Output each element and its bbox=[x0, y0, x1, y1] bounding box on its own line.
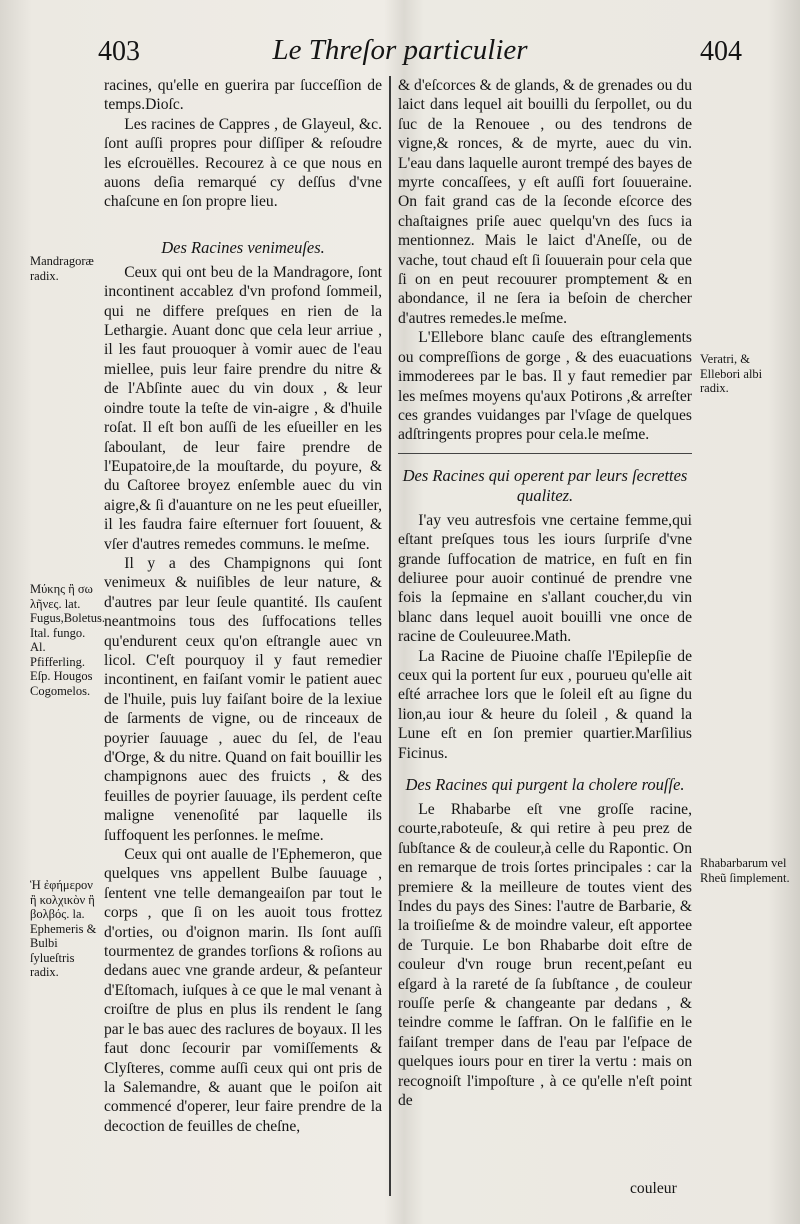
paragraph: racines, qu'elle en guerira par ſucceſſion de temps.Dioſc. bbox=[104, 77, 382, 114]
paragraph: & d'eſcorces & de glands, & de grenades ou du laict dans lequel ait bouilli du ſerpollet, ou du ſuc de la Renouee , ou des tendrons de vigne,& ronces, & de myrte, auec du vin. L'eau dans laquelle auront trempé des bayes de myrte concaſſees, y eſt auſſi fort ſouueraine. On fait grand cas de la ſeconde eſcorce des chaſtaignes priſe auec quelqu'vn des ſucs ia mentionnez. Mais le laict d'Aneſſe, ou de vache, tout chaud eſt ſi ſouuerain pour cela que ſi on en peut recouurer promptement & en abondance, il ne ſera ia beſoin de chercher d'autres remedes.le meſme. bbox=[398, 77, 692, 327]
left-page-number: 403 bbox=[98, 36, 140, 67]
paragraph: Ceux qui ont aualle de l'Ephemeron, que quelques vns appellent Bulbe ſauuage , ſentent vne telle demangeaiſon par tout le corps , que ſi on les auoit tous frottez d'orties, ou d'oignon marin. Ils ſont auſſi tourmentez de grandes torſions & roſions au dedans auec vne grande ardeur, & peſanteur d'Eſtomach, iuſques à ce que le mal venant à croiſtre de plus en plus ils rendent le ſang par le bas auec des raclures de boyaux. Il les faut donc ſecourir par vomiſſements & Clyſteres, comme auſſi ceux qui ont pris de la Salemandre, & auant que le poiſon ait commencé d'operer, leur faire prendre de la decoction de feuilles de cheſne, bbox=[104, 846, 382, 1135]
section-heading: Des Racines venimeuſes. bbox=[161, 237, 325, 257]
margin-note-fungus: Μύκης ἢ σω λῆνες. lat. Fugus,Boletus. Ital. fungo. Al. Pfifferling. Eſp. Hougos Cogomelos. bbox=[30, 582, 106, 698]
section-heading: Des Racines qui operent par leurs ſecrettes qualitez. bbox=[402, 465, 688, 505]
paragraph: La Racine de Piuoine chaſſe l'Epilepſie de ceux qui la portent ſur eux , pourueu qu'elle ait eſté arrachee lors que le ſoleil eſt au ſigne du lion,au iour & heure du ſoleil , & quand la Lune eſt en ſon premier quartier.Marſilius Ficinus. bbox=[398, 647, 692, 762]
margin-note-mandragora: Mandragoræ radix. bbox=[30, 254, 94, 283]
right-page-number: 404 bbox=[700, 36, 742, 67]
running-title: Le Threſor particulier bbox=[272, 34, 528, 66]
catchword: couleur bbox=[630, 1180, 677, 1197]
paragraph: Ceux qui ont beu de la Mandragore, ſont incontinent accablez d'vn profond ſommeil, qui ne differe preſques en rien de la Lethargie. Auant donc que cela leur arriue , il les faut prouoquer à vomir auec de l'eau miellee, puis leur faire prendre du nitre & de l'Abſinte auec du vin doux , & leur oindre toute la teſte de vin-aigre , & d'huile roſat. Il eſt bon auſſi de les eſueiller en les ſaboulant, de leur faire prendre de l'Eupatoire,de la mouſtarde, du poyure, & du Caſtoree broyez enſemble auec du vin aigre,& ſi d'auanture on ne les peut eſueiller, il les faudra faire eſternuer fort ſouuent, & vſer d'autres remedes communs. le meſme. bbox=[104, 263, 382, 553]
column-divider bbox=[389, 76, 391, 1196]
paragraph: Le Rhabarbe eſt vne groſſe racine, courte,raboteuſe, & qui retire à peu prez de ſubſtance & de couleur,à celle du Rapontic. On en remarque de trois ſortes principales : car la premiere & la meilleure de toutes vient des Indes du pays des Sines: l'autre de Barbarie, & la troiſieſme & de moindre valeur, eſt apportee de Turquie. Le bon Rhabarbe doit eſtre de couleur d'vn rouge brun recent,peſant eu eſgard à la rareté de ſa ſubſtance , de couleur rouſſe perſe & changeante par dedans , & teindre comme le ſaffran. On le falſifie en le faiſant tremper dans de l'eau par l'eſpace de quelques iours pour en tirer la vertu : mais on recognoiſt l'impoſture , à ce qu'elle n'eſt point de bbox=[398, 801, 692, 1110]
paragraph: Il y a des Champignons qui ſont venimeux & nuiſibles de leur nature, & d'autres par leur ſeule quantité. Ils cauſent neantmoins tous des ſuffocations telles qu'endurent ceux qu'on eſtrangle auec vn licol. C'eſt pourquoy il y faut remedier incontinent, en faiſant vomir le patient auec de l'huile, puis luy faiſant boire de la lexiue de ſarments de vigne, ou de rinceaux de poyrier ſauuage , auec du ſel, de l'eau d'Orge, & du nitre. Quand on fait bouillir les champignons auec des fruicts , & des feuilles de poyrier ſauuage, ils perdent ceſte maligne venenoſité par laquelle ils ſuffoquent les perſonnes. le meſme. bbox=[104, 554, 382, 844]
margin-note-ephemeron: Ἡ ἐφήμερον ἢ κολχικὸν ἢ βολβός. la. Ephemeris & Bulbi ſylueſtris radix. bbox=[30, 878, 97, 979]
paragraph: L'Ellebore blanc cauſe des eſtranglements ou compreſſions de gorge , & des euacuations immoderees par le bas. Il y faut remedier par les meſmes moyens qu'aux Potirons ,& arreſter ces grandes vuidanges par l'vſage de quelques adſtringents propres pour cela.le meſme. bbox=[398, 329, 692, 444]
section-heading: Des Racines qui purgent la cholere rouſſe. bbox=[405, 775, 685, 794]
margin-note-veratri: Veratri, & Ellebori albi radix. bbox=[700, 352, 763, 395]
paragraph: I'ay veu autresfois vne certaine femme,qui eſtant preſques tous les iours ſurpriſe d'vne grande ſuffocation de matrice, en fuſt en fin deliuree pour auoir continué de prendre vne fois la ſepmaine en s'allant coucher,du vin blanc dans lequel auoit bouilli vne once de racine de Couleuuree.Math. bbox=[398, 511, 692, 646]
right-column bbox=[398, 76, 692, 1111]
margin-note-rhabarbarum: Rhabarbarum vel Rheũ ſimplement. bbox=[700, 856, 790, 885]
left-column bbox=[104, 76, 382, 1136]
page-header bbox=[0, 34, 800, 74]
paragraph: Les racines de Cappres , de Glayeul, &c. ſont auſſi propres pour diſſiper & reſoudre les eſcrouëlles. Recourez à ce que nous en auons deſia remarqué cy deſſus d'vne chaſcune en ſon propre lieu. bbox=[104, 115, 382, 211]
section-rule bbox=[398, 453, 692, 454]
